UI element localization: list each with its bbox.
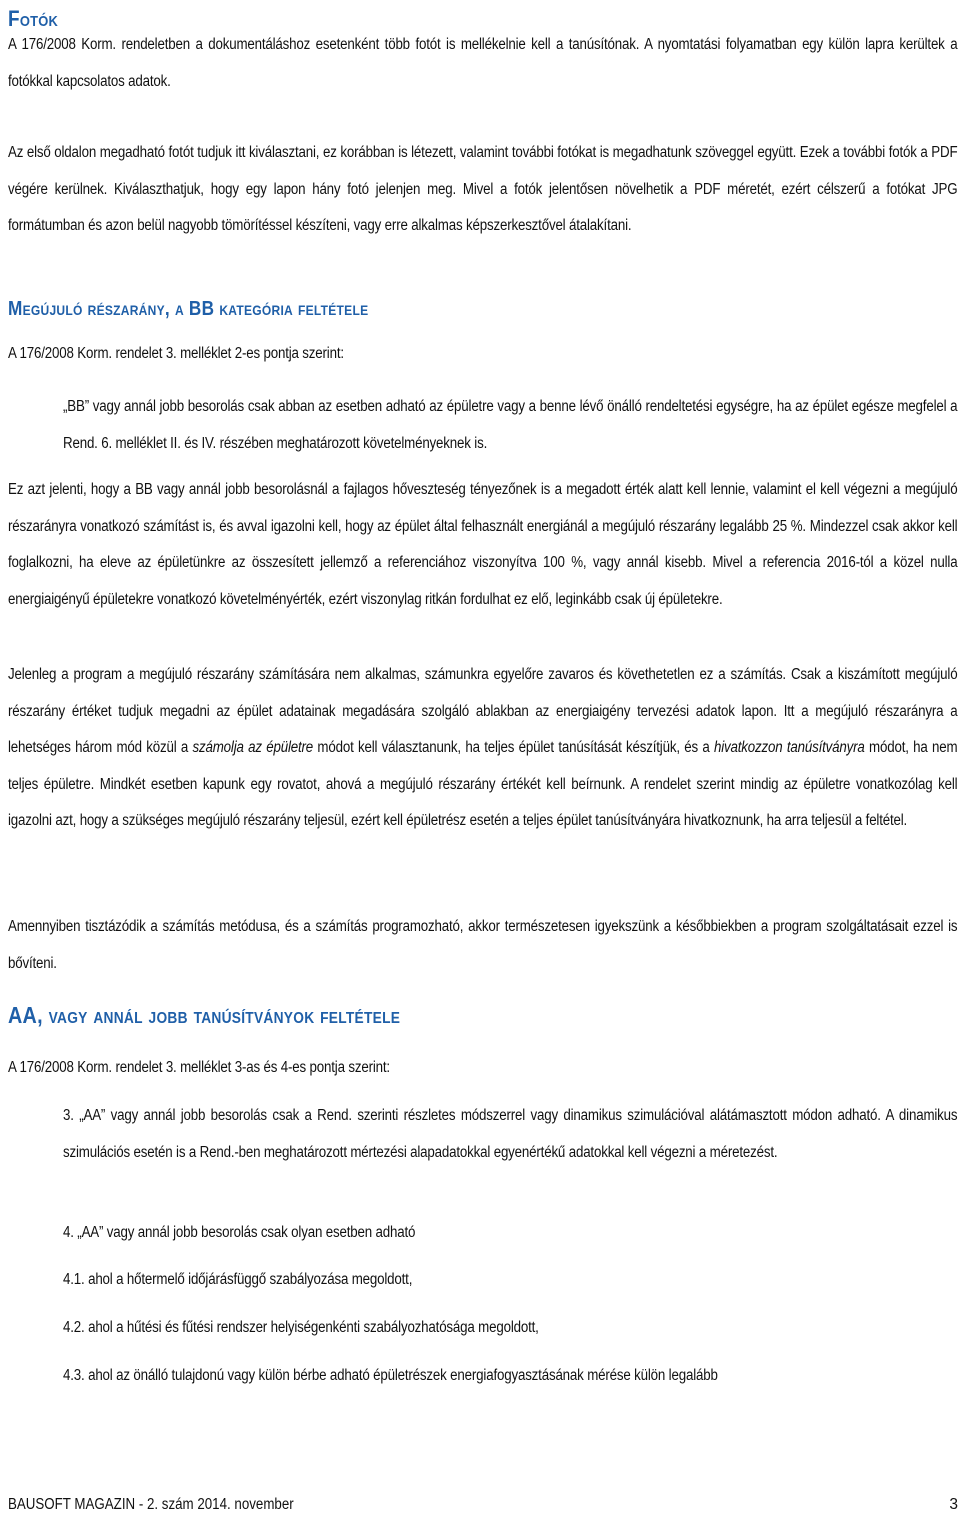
paragraph: Ez azt jelenti, hogy a BB vagy annál jobb besorolásnál a fajlagos hőveszteség tényezőnek is a megadott érték alatt kell lennie, valamint el kell végezni a megújuló részarányra vonatkozó számítást is, és avval igazolni kell, hogy az épület által felhasznált energiánál a megújuló részarány legalább 25 %. Mindezzel csak akkor kell foglalkozni, ha eleve az épületünkre az összesített jellemző a referenciához viszonyítva 100 %, vagy annál kisebb. Mivel a referencia 2016-tól a közel nulla energiaigényű épületekre vonatkozó követelményérték, ezért viszonylag ritkán fordulhat ez elő, leginkább csak új épületekre. [8, 481, 958, 608]
list-item: 3. „AA” vagy annál jobb besorolás csak a Rend. szerinti részletes módszerrel vagy dinamikus szimulációval alátámasztott módon adható. A dinamikus szimulációs esetén is a Rend.-ben meghatározott mértezési alapadatokkal egyenértékű adatokkal kell végezni a méretezést. [63, 1107, 958, 1161]
list-item: 4. „AA” vagy annál jobb besorolás csak olyan esetben adható [63, 1224, 416, 1241]
paragraph: A 176/2008 Korm. rendelet 3. melléklet 2-es pontja szerint: [8, 345, 344, 362]
section-heading-megujulo: Megújuló részarány, a BB kategória feltétele [8, 298, 369, 320]
section-heading-fotok: Fotók [8, 6, 59, 31]
paragraph: A 176/2008 Korm. rendelet 3. melléklet 3-as és 4-es pontja szerint: [8, 1059, 390, 1076]
list-item: 4.3. ahol az önálló tulajdonú vagy külön bérbe adható épületrészek energiafogyasztásának mérése külön legalább [63, 1367, 718, 1384]
list-item: 4.1. ahol a hőtermelő időjárásfüggő szabályozása megoldott, [63, 1271, 413, 1288]
paragraph: A 176/2008 Korm. rendeletben a dokumentáláshoz esetenként több fotót is mellékelnie kell a tanúsítónak. A nyomtatási folyamatban egy külön lapra kerültek a fotókkal kapcsolatos adatok. [8, 36, 958, 90]
section-heading-aa: AA, vagy annál jobb tanúsítványok feltétele [8, 1002, 401, 1028]
emphasis-mode: számolja az épületre [192, 739, 314, 756]
paragraph: Az első oldalon megadható fotót tudjuk itt kiválasztani, ez korábban is létezett, valamint további fotókat is megadhatunk szöveggel együtt. Ezek a további fotók a PDF végére kerülnek. Kiválaszthatjuk, hogy egy lapon hány fotó jelenjen meg. Mivel a fotók jelentősen növelhetik a PDF méretét, ezért célszerű a fotókat JPG formátumban és azon belül nagyobb tömörítéssel készíteni, vagy erre alkalmas képszerkesztővel átalakítani. [8, 144, 958, 234]
page-number: 3 [949, 1496, 958, 1513]
footer-publication: BAUSOFT MAGAZIN - 2. szám 2014. november [8, 1496, 294, 1513]
paragraph: Amennyiben tisztázódik a számítás metódusa, és a számítás programozható, akkor természetesen igyekszünk a későbbiekben a program szolgáltatásait ezzel is bővíteni. [8, 918, 958, 972]
quote-block: „BB” vagy annál jobb besorolás csak abban az esetben adható az épületre vagy a benne lévő önálló rendeltetési egységre, ha az épület egésze megfelel a Rend. 6. melléklet II. és IV. részében meghatározott követelményeknek is. [63, 398, 958, 452]
list-item: 4.2. ahol a hűtési és fűtési rendszer helyiségenkénti szabályozhatósága megoldott, [63, 1319, 539, 1336]
emphasis-mode: hivatkozzon tanúsítványra [713, 739, 865, 756]
paragraph: Jelenleg a program a megújuló részarány számítására nem alkalmas, számunkra egyelőre zavaros és követhetetlen ez a számítás. Csak a kiszámított megújuló részarány értéket tudjuk megadni az épület adatainak megadására szolgáló ablakban az energiaigény tervezési adatok lapon. Itt a megújuló részarányra a lehetséges három mód közül a számolja az épületre módot kell választanunk, ha teljes épület tanúsítását készítjük, és a hivatkozzon tanúsítványra módot, ha nem teljes épületre. Mindkét esetben kapunk egy rovatot, ahová a megújuló részarány értékét kell beírnunk. A rendelet szerint mindig az épületre vonatkozólag kell igazolni azt, hogy a szükséges megújuló részarány teljesül, ezért kell épületrész esetén a teljes épület tanúsítványára hivatkoznunk, ha arra teljesül a feltétel. [8, 666, 958, 829]
